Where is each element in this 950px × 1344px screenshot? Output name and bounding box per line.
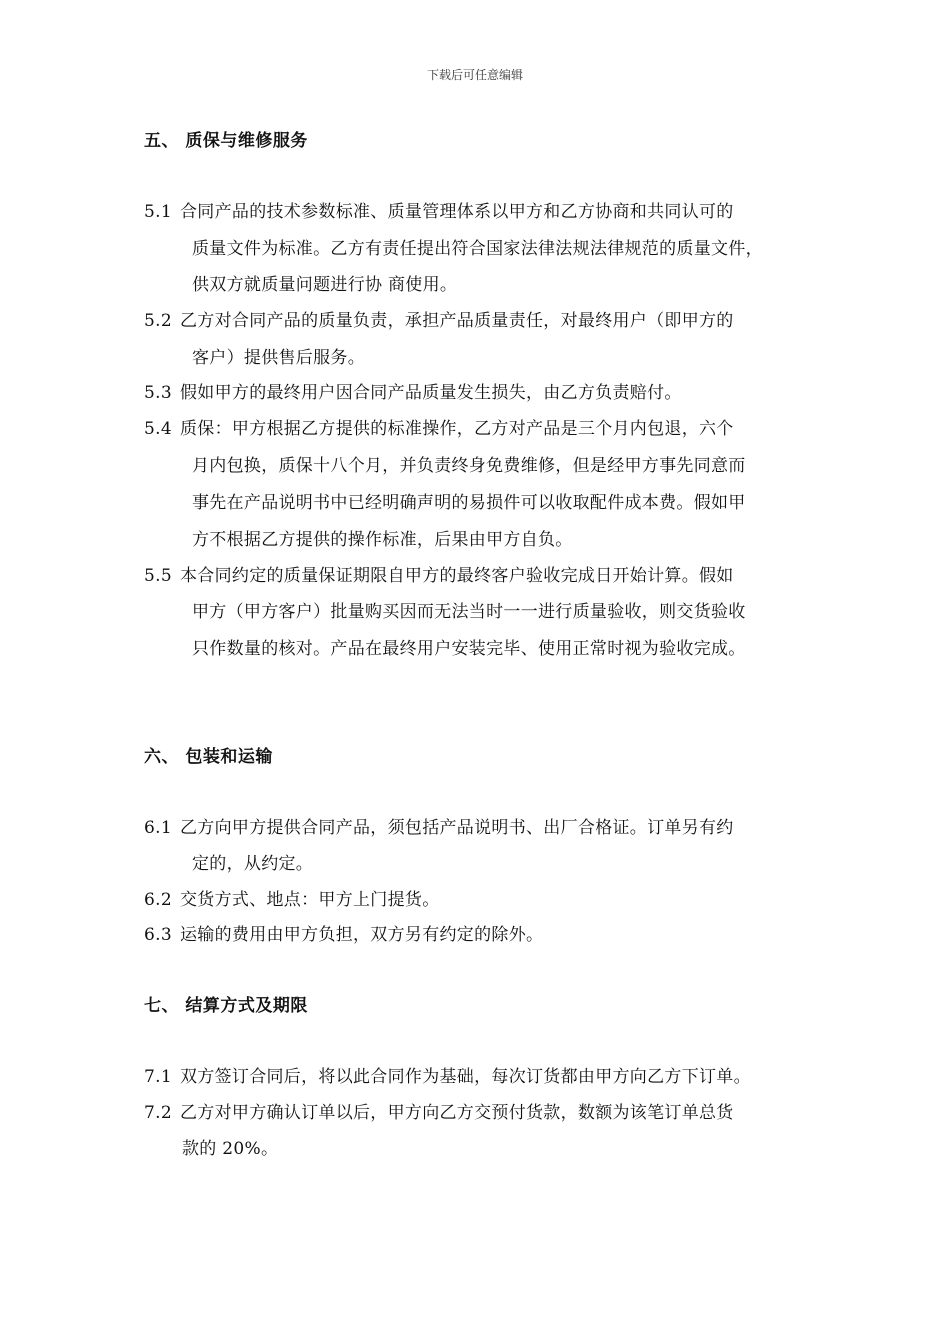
clause-text: 双方签订合同后，将以此合同作为基础，每次订货都由甲方向乙方下订单。 — [180, 1067, 751, 1087]
clause-text: 只作数量的核对。产品在最终用户安装完毕、使用正常时视为验收完成。 — [192, 639, 746, 659]
clause-text: 款的 20%。 — [182, 1139, 279, 1159]
clause-number: 6.1 — [144, 818, 172, 838]
section-heading: 五、 质保与维修服务 — [144, 131, 308, 151]
clause-7-1 — [144, 1062, 751, 1087]
clause-number: 7.2 — [144, 1103, 172, 1123]
clause-number: 6.3 — [144, 925, 172, 945]
clause-text: 乙方向甲方提供合同产品，须包括产品说明书、出厂合格证。订单另有约 — [180, 818, 734, 838]
clause-text: 事先在产品说明书中已经明确声明的易损件可以收取配件成本费。假如甲 — [192, 493, 746, 513]
clause-text: 方不根据乙方提供的操作标准，后果由甲方自负。 — [192, 530, 573, 550]
clause-number: 5.1 — [144, 202, 172, 222]
clause-5-3 — [144, 378, 682, 403]
clause-text: 质保：甲方根据乙方提供的标准操作，乙方对产品是三个月内包退，六个 — [180, 419, 734, 439]
clause-number: 6.2 — [144, 890, 172, 910]
clause-6-1 — [144, 813, 734, 838]
clause-text: 运输的费用由甲方负担，双方另有约定的除外。 — [180, 925, 544, 945]
clause-text: 客户）提供售后服务。 — [192, 348, 365, 368]
clause-text: 月内包换，质保十八个月，并负责终身免费维修，但是经甲方事先同意而 — [192, 456, 746, 476]
clause-5-5 — [144, 561, 734, 586]
clause-text: 甲方（甲方客户）批量购买因而无法当时一一进行质量验收，则交货验收 — [192, 602, 746, 622]
section-heading: 六、 包装和运输 — [144, 747, 273, 767]
clause-text: 供双方就质量问题进行协 商使用。 — [192, 275, 458, 295]
clause-5-1 — [144, 197, 734, 222]
clause-number: 5.3 — [144, 383, 172, 403]
clause-7-2 — [144, 1098, 734, 1123]
clause-5-2 — [144, 306, 734, 331]
clause-6-3 — [144, 920, 543, 945]
clause-number: 5.5 — [144, 566, 172, 586]
clause-5-4 — [144, 414, 734, 439]
clause-6-2 — [144, 885, 440, 910]
clause-number: 5.4 — [144, 419, 172, 439]
clause-text: 乙方对合同产品的质量负责，承担产品质量责任，对最终用户（即甲方的 — [180, 311, 734, 331]
clause-text: 假如甲方的最终用户因合同产品质量发生损失，由乙方负责赔付。 — [180, 383, 682, 403]
clause-text: 本合同约定的质量保证期限自甲方的最终客户验收完成日开始计算。假如 — [180, 566, 734, 586]
clause-text: 乙方对甲方确认订单以后，甲方向乙方交预付货款，数额为该笔订单总货 — [180, 1103, 734, 1123]
clause-text: 定的，从约定。 — [192, 854, 314, 874]
section-heading: 七、 结算方式及期限 — [144, 996, 308, 1016]
clause-text: 交货方式、地点：甲方上门提货。 — [180, 890, 440, 910]
clause-text: 合同产品的技术参数标准、质量管理体系以甲方和乙方协商和共同认可的 — [180, 202, 734, 222]
page-header: 下载后可任意编辑 — [426, 68, 523, 82]
clause-number: 7.1 — [144, 1067, 172, 1087]
clause-text: 质量文件为标准。乙方有责任提出符合国家法律法规法律规范的质量文件， — [192, 239, 763, 259]
clause-number: 5.2 — [144, 311, 172, 331]
